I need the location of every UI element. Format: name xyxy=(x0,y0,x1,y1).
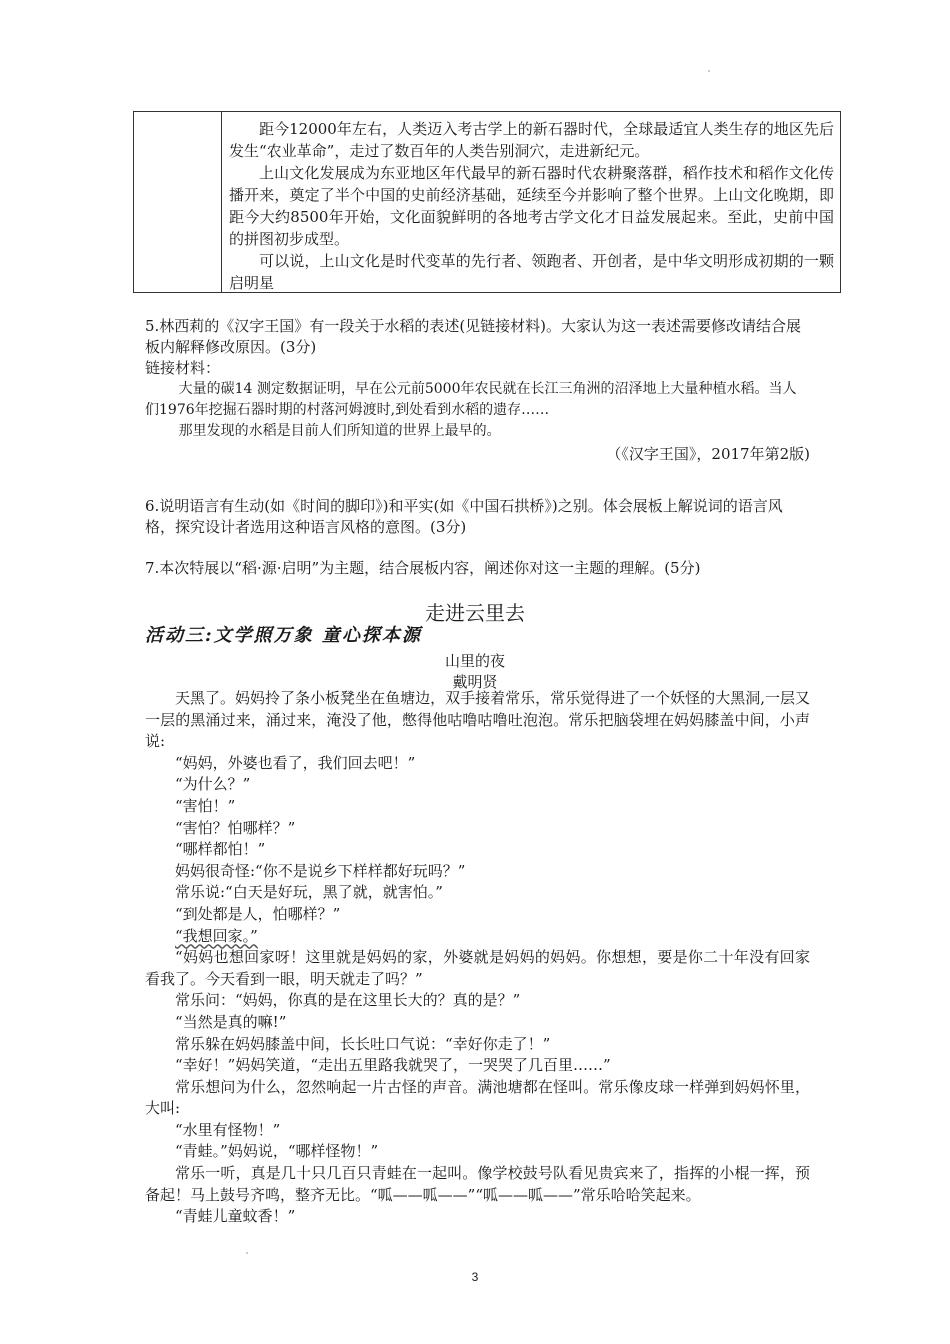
question-5 xyxy=(145,316,810,465)
story-paragraph: “到处都是人，怕哪样？” xyxy=(175,904,341,923)
question-6-text: 6.说明语言有生动(如《时间的脚印》)和平实(如《中国石拱桥》)之别。体会展板上解说词的语言风格，探究设计者选用这种语言风格的意图。(3分) xyxy=(145,497,783,536)
story-paragraph: “青蛙儿童蚊香！” xyxy=(175,1207,296,1226)
scan-mark xyxy=(246,1252,248,1254)
question-6 xyxy=(145,496,810,538)
story-title: 山里的夜 xyxy=(444,652,505,670)
story-paragraph: 常乐躲在妈妈膝盖中间，长长吐口气说：“幸好你走了！” xyxy=(175,1034,551,1053)
story-paragraph: 常乐一听，真是几十只几百只青蛙在一起叫。像学校鼓号队看见贵宾来了，指挥的小棍一挥，预备起！马上鼓号齐鸣，整齐无比。“呱——呱——”“呱——呱——”常乐哈哈笑起来。 xyxy=(145,1164,810,1204)
link-material-label: 链接材料： xyxy=(145,359,221,377)
story-paragraph-underlined xyxy=(145,926,810,948)
link-material-paragraph: 大量的碳14 测定数据证明，早在公元前5000年农民就在长江三角洲的沼泽地上大量种植水稻。当人们1976年挖掘石器时期的村落河姆渡时,到处看到水稻的遗存…… xyxy=(145,381,797,418)
story-paragraph: “为什么？” xyxy=(175,775,251,794)
story-paragraph: “当然是真的嘛!” xyxy=(175,1012,287,1031)
section-heading: 走进云里去 xyxy=(425,601,525,625)
story-paragraph: “哪样都怕！” xyxy=(175,840,266,859)
exhibit-paragraph: 可以说，上山文化是时代变革的先行者、领跑者、开创者，是中华文明形成初期的一颗启明星 xyxy=(229,252,834,292)
story-body xyxy=(145,688,810,1228)
story-paragraph: 常乐问：“妈妈，你真的是在这里长大的？真的是？” xyxy=(175,991,521,1010)
exhibit-paragraph: 距今12000年左右，人类迈入考古学上的新石器时代，全球最适宜人类生存的地区先后发生“农业革命”，走过了数百年的人类告别洞穴，走进新纪元。 xyxy=(229,120,834,160)
link-material xyxy=(145,379,810,442)
story-paragraph: 常乐说:“白天是好玩，黑了就，就害怕。” xyxy=(175,883,443,902)
exhibit-paragraph: 上山文化发展成为东亚地区年代最早的新石器时代农耕聚落群，稻作技术和稻作文化传播开来，奠定了半个中国的史前经济基础，延续至今并影响了整个世界。上山文化晚期，即距今大约8500年开始，文化面貌鲜明的各地考古学文化才日益发展起来。至此，史前中国的拼图初步成型。 xyxy=(229,164,834,248)
page-number: 3 xyxy=(471,1270,479,1284)
story-paragraph: 天黑了。妈妈拎了条小板凳坐在鱼塘边，双手接着常乐，常乐觉得进了一个妖怪的大黑洞,一层又一层的黑涌过来，涌过来，淹没了他，憋得他咕噜咕噜吐泡泡。常乐把脑袋埋在妈妈膝盖中间，小声说: xyxy=(145,689,810,751)
story-paragraph: “幸好！”妈妈笑道，“走出五里路我就哭了，一哭哭了几百里……” xyxy=(175,1056,611,1075)
story-paragraph: “青蛙。”妈妈说，“哪样怪物！” xyxy=(175,1142,379,1161)
question-7-text: 7.本次特展以“稻·源·启明”为主题，结合展板内容，阐述你对这一主题的理解。(5分) xyxy=(145,559,701,577)
question-5-text: 5.林西莉的《汉字王国》有一段关于水稻的表述(见链接材料)。大家认为这一表述需要修改请结合展板内解释修改原因。(3分) xyxy=(145,317,802,356)
story-paragraph: “妈妈也想回家呀！这里就是妈妈的家，外婆就是妈妈的妈妈。你想想，要是你二十年没有回家看我了。今天看到一眼，明天就走了吗？” xyxy=(145,948,810,988)
story-author: 戴明贤 xyxy=(452,673,498,691)
wavy-underlined-sentence: “我想回家。” xyxy=(175,926,258,945)
story-paragraph: “妈妈，外婆也看了，我们回去吧！” xyxy=(175,753,416,772)
story-paragraph: 妈妈很奇怪:“你不是说乡下样样都好玩吗？” xyxy=(175,861,466,880)
table-column-divider xyxy=(221,112,222,292)
exhibit-table xyxy=(133,111,841,293)
story-paragraph: “害怕？怕哪样？” xyxy=(175,818,296,837)
link-material-source: （《汉字王国》，2017年第2版) xyxy=(606,445,810,463)
exhibit-text-cell xyxy=(229,118,834,294)
story-paragraph: 常乐想问为什么，忽然响起一片古怪的声音。满池塘都在怪叫。常乐像皮球一样弹到妈妈怀里，大叫: xyxy=(145,1077,810,1118)
story-paragraph: “水里有怪物！” xyxy=(175,1120,281,1139)
question-7 xyxy=(145,558,810,579)
link-material-paragraph: 那里发现的水稻是目前人们所知道的世界上最早的。 xyxy=(178,423,501,439)
story-paragraph: “害怕！” xyxy=(175,796,236,815)
scan-mark xyxy=(708,70,710,72)
activity-banner: 活动三:文学照万象 童心探本源 xyxy=(145,625,422,646)
